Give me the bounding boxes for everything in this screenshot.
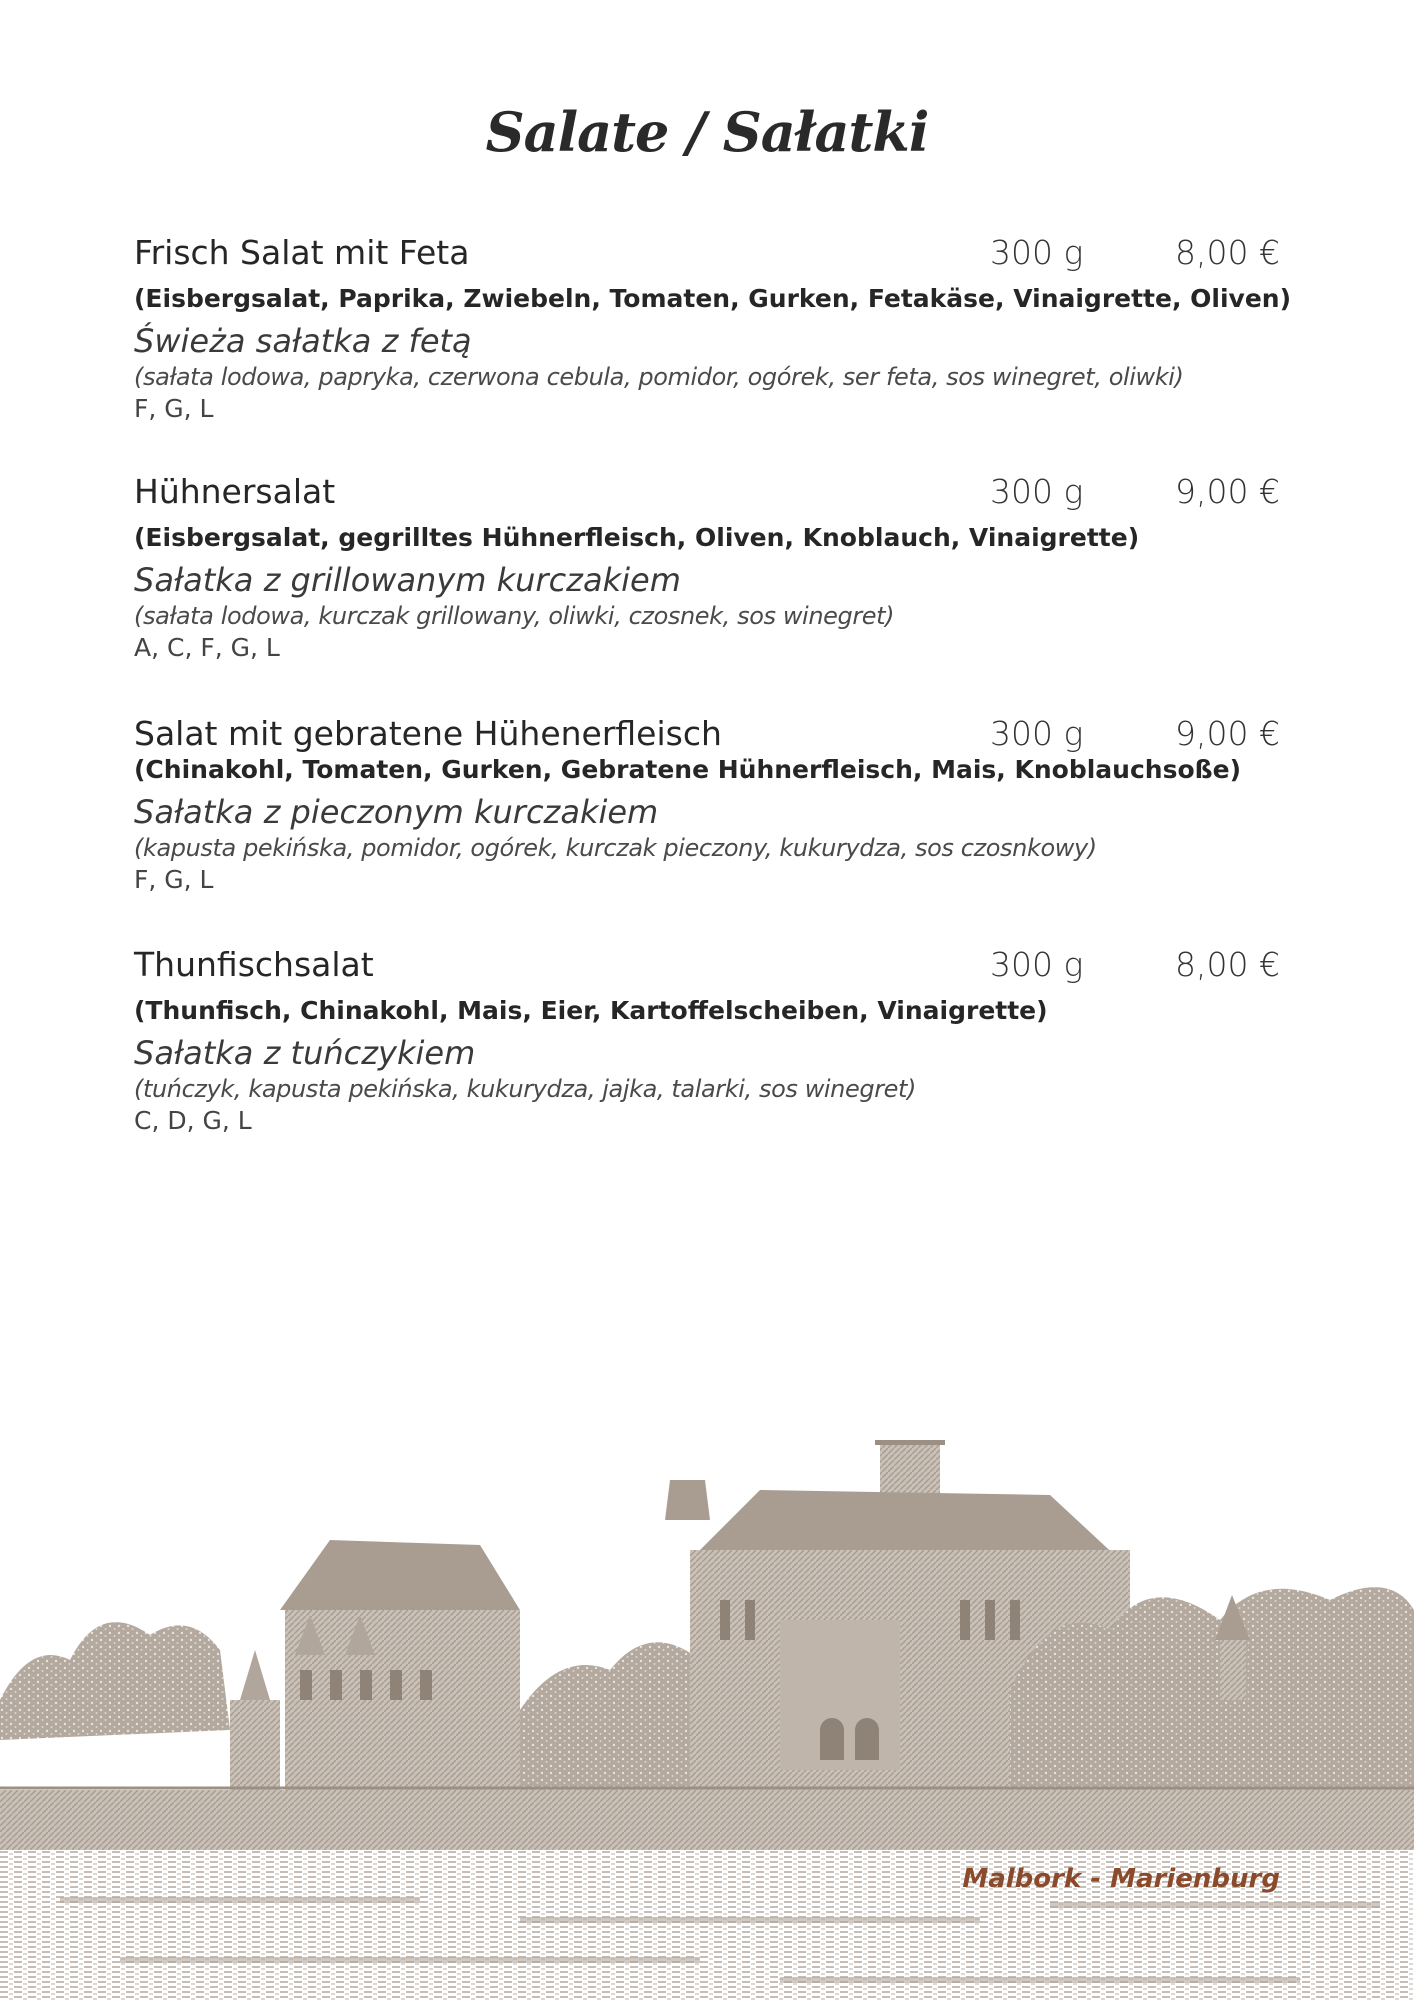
page-title: Salate / Sałatki <box>485 100 929 164</box>
menu-item <box>134 942 1280 1138</box>
item-weight: 300 g <box>990 472 1084 511</box>
item-price: 9,00 € <box>1175 714 1280 753</box>
item-allergens: F, G, L <box>134 865 214 894</box>
item-description-de: (Chinakohl, Tomaten, Gurken, Gebratene Hühnerfleisch, Mais, Knoblauchsoße) <box>134 755 1241 784</box>
item-description-pl: (sałata lodowa, papryka, czerwona cebula, pomidor, ogórek, ser feta, sos winegret, oliwki) <box>134 363 1184 391</box>
item-name-de: Hühnersalat <box>134 472 336 511</box>
castle-illustration <box>0 1400 1414 2000</box>
item-name-de: Frisch Salat mit Feta <box>134 233 470 272</box>
menu-item-header <box>134 469 1280 515</box>
item-weight: 300 g <box>990 233 1084 272</box>
item-description-de: (Thunfisch, Chinakohl, Mais, Eier, Kartoffelscheiben, Vinaigrette) <box>134 996 1048 1025</box>
item-weight: 300 g <box>990 714 1084 753</box>
item-weight: 300 g <box>990 945 1084 984</box>
item-description-de: (Eisbergsalat, Paprika, Zwiebeln, Tomaten, Gurken, Fetakäse, Vinaigrette, Oliven) <box>134 284 1292 313</box>
item-description-pl: (kapusta pekińska, pomidor, ogórek, kurczak pieczony, kukurydza, sos czosnkowy) <box>134 834 1097 862</box>
item-name-pl: Sałatka z tuńczykiem <box>134 1034 476 1072</box>
menu-item <box>134 469 1280 665</box>
item-name-pl: Sałatka z pieczonym kurczakiem <box>134 793 659 831</box>
menu-item-header <box>134 711 1280 757</box>
item-name-de: Thunfischsalat <box>134 945 374 984</box>
menu-item <box>134 230 1292 426</box>
item-price: 9,00 € <box>1175 472 1280 511</box>
item-allergens: A, C, F, G, L <box>134 633 280 662</box>
item-allergens: C, D, G, L <box>134 1106 252 1135</box>
location-caption: Malbork - Marienburg <box>962 1864 1280 1894</box>
item-description-de: (Eisbergsalat, gegrilltes Hühnerfleisch, Oliven, Knoblauch, Vinaigrette) <box>134 523 1140 552</box>
item-name-pl: Świeża sałatka z fetą <box>134 322 472 360</box>
item-name-pl: Sałatka z grillowanym kurczakiem <box>134 561 681 599</box>
menu-item-header <box>134 230 1280 276</box>
item-price: 8,00 € <box>1175 233 1280 272</box>
item-description-pl: (tuńczyk, kapusta pekińska, kukurydza, jajka, talarki, sos winegret) <box>134 1075 917 1103</box>
menu-item-header <box>134 942 1280 988</box>
item-price: 8,00 € <box>1175 945 1280 984</box>
item-allergens: F, G, L <box>134 394 214 423</box>
menu-item <box>134 711 1280 897</box>
item-description-pl: (sałata lodowa, kurczak grillowany, oliwki, czosnek, sos winegret) <box>134 602 895 630</box>
item-name-de: Salat mit gebratene Hühenerfleisch <box>134 714 722 753</box>
